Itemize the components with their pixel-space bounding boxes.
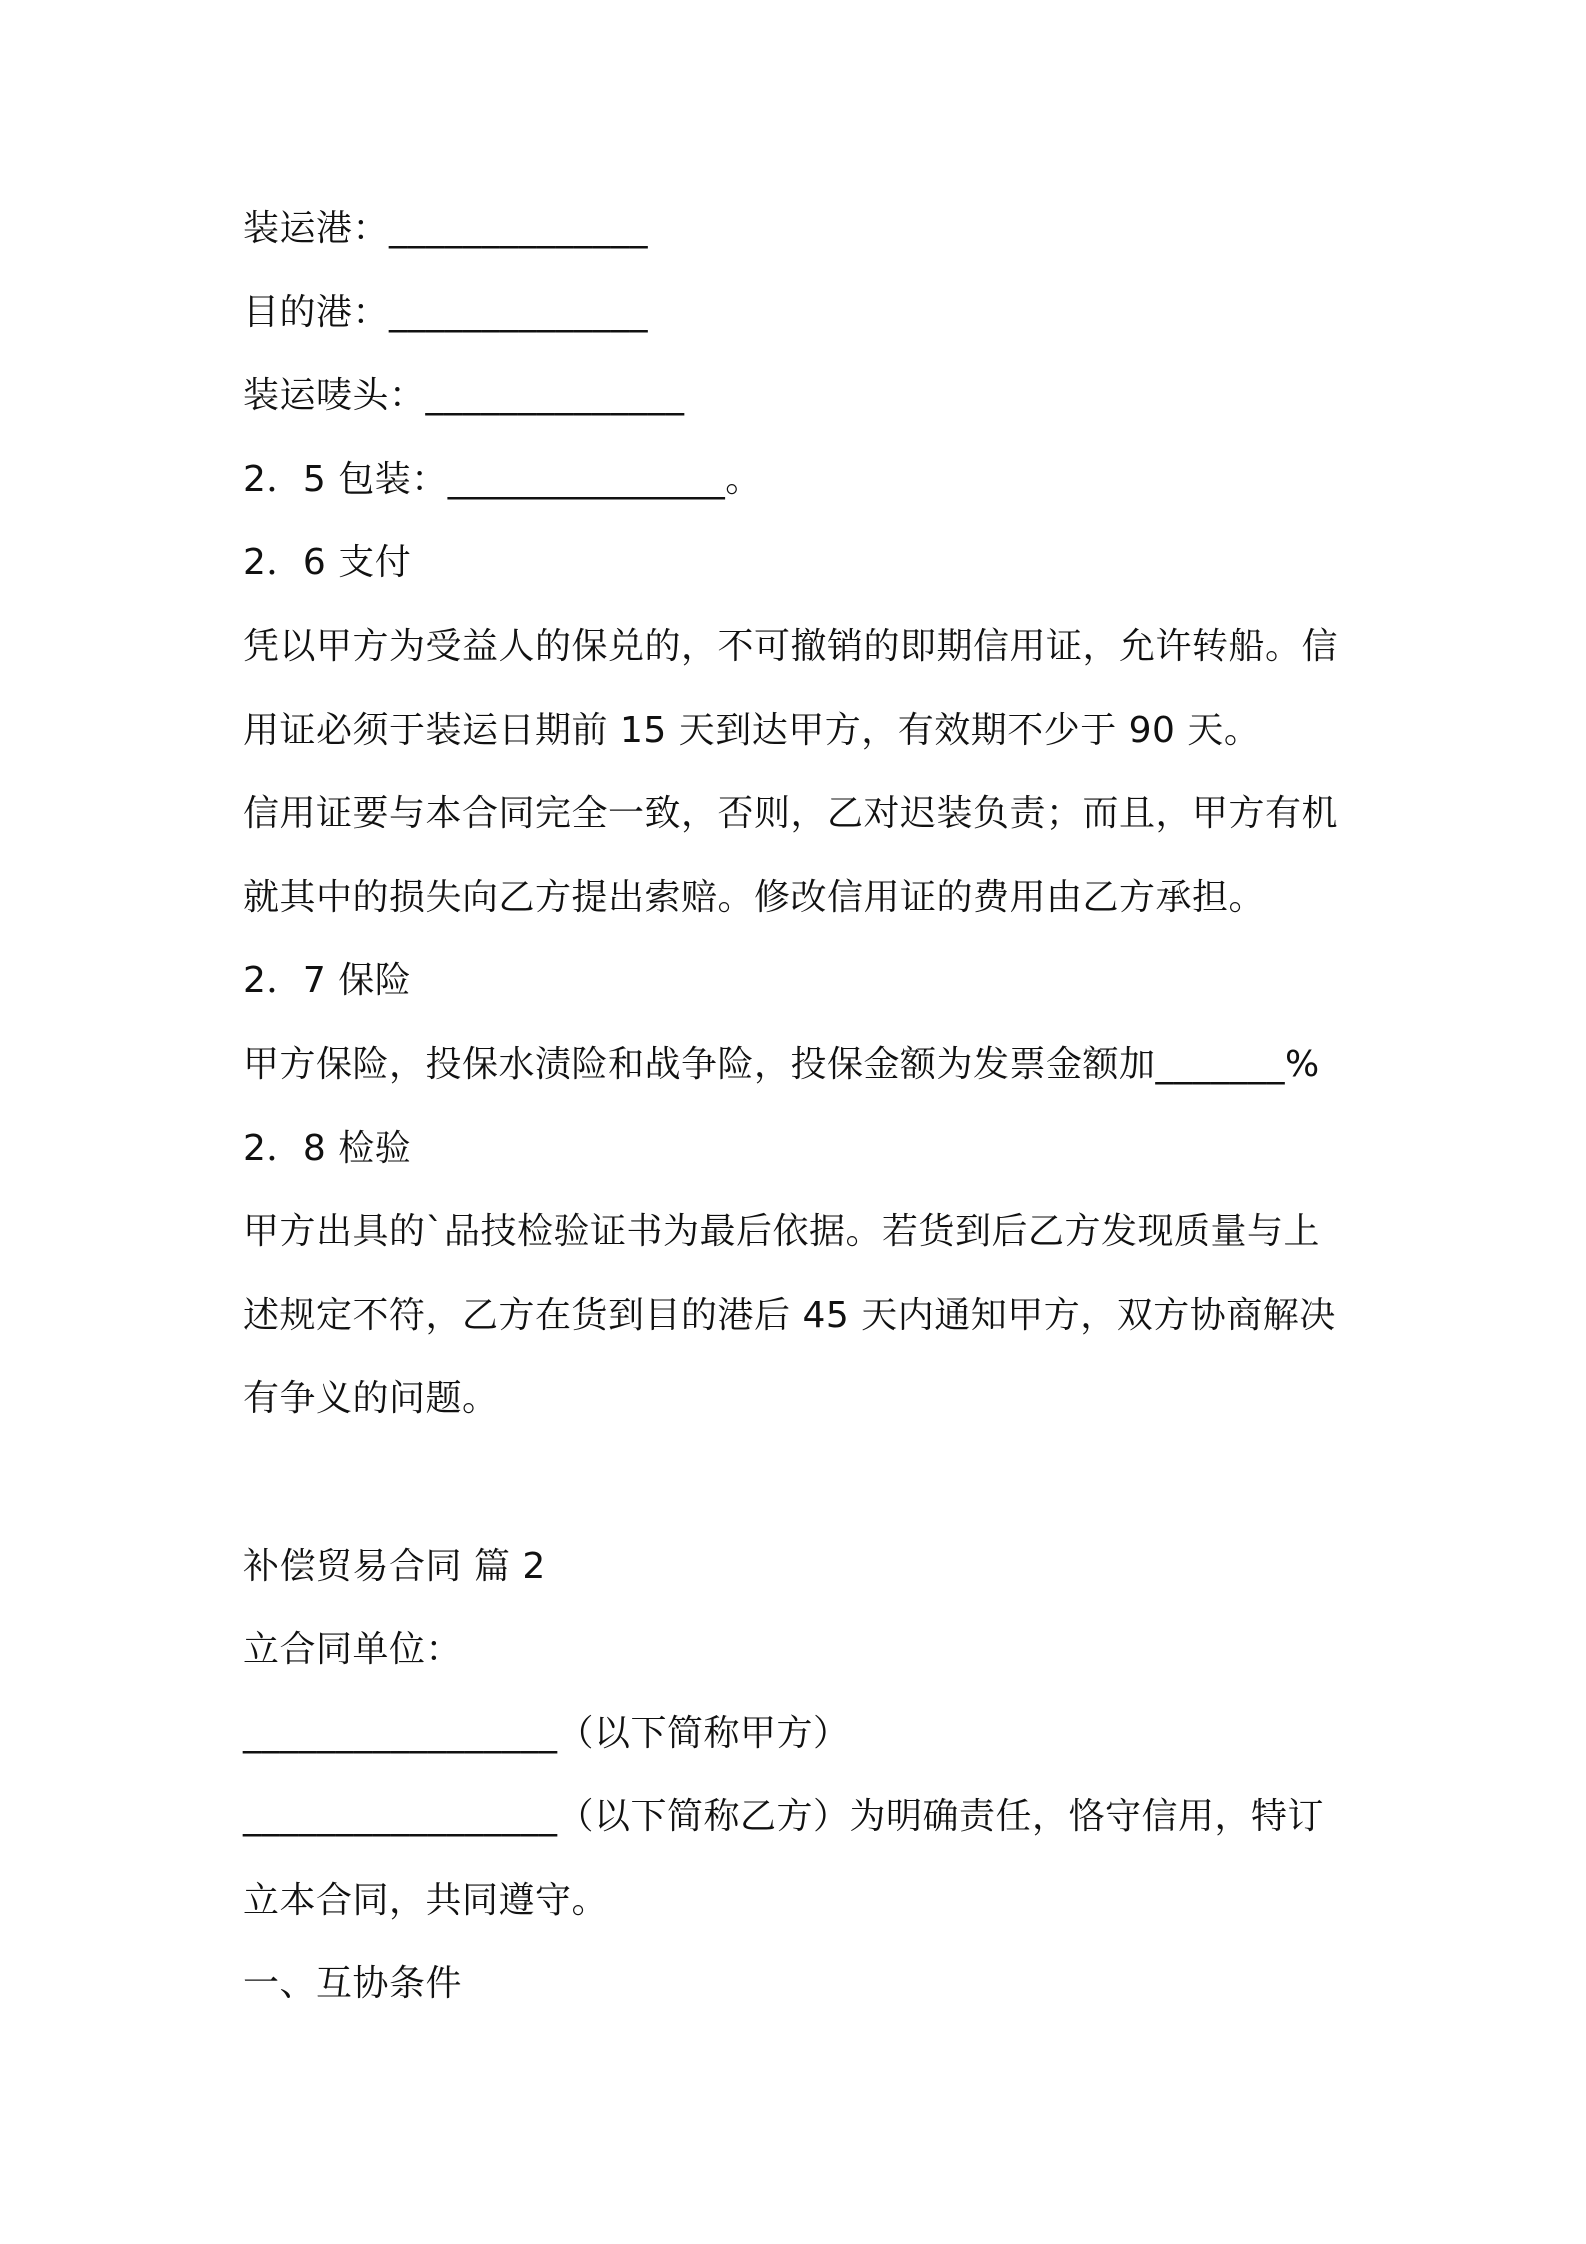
destination-port-line: 目的港：______________ xyxy=(243,292,649,333)
section-one-heading: 一、互协条件 xyxy=(243,1963,463,2004)
agreement-text-line: 立本合同，共同遵守。 xyxy=(243,1880,609,1921)
inspection-text-line-3: 有争义的问题。 xyxy=(243,1378,499,1419)
contracting-parties-label: 立合同单位： xyxy=(243,1629,463,1670)
section-2-7-heading: 2．7 保险 xyxy=(243,960,412,1001)
loading-port-line: 装运港：______________ xyxy=(243,208,649,249)
payment-text-line-1: 凭以甲方为受益人的保兑的，不可撤销的即期信用证，允许转船。信 xyxy=(243,626,1339,667)
section-2-8-heading: 2．8 检验 xyxy=(243,1128,412,1169)
payment-text-line-2: 用证必须于装运日期前 15 天到达甲方，有效期不少于 90 天。 xyxy=(243,710,1261,751)
payment-text-line-4: 就其中的损失向乙方提出索赔。修改信用证的费用由乙方承担。 xyxy=(243,877,1266,918)
contract-title: 补偿贸易合同 篇 2 xyxy=(243,1546,546,1587)
payment-text-line-3: 信用证要与本合同完全一致，否则，乙对迟装负责；而且，甲方有机 xyxy=(243,793,1339,834)
insurance-text-line: 甲方保险，投保水渍险和战争险，投保金额为发票金额加_______% xyxy=(243,1044,1320,1085)
section-2-5-packing: 2．5 包装：_______________。 xyxy=(243,459,762,500)
party-a-line: _________________（以下简称甲方） xyxy=(243,1713,850,1754)
inspection-text-line-2: 述规定不符，乙方在货到目的港后 45 天内通知甲方，双方协商解决 xyxy=(243,1295,1336,1336)
section-2-6-heading: 2．6 支付 xyxy=(243,542,412,583)
inspection-text-line-1: 甲方出具的`品技检验证书为最后依据。若货到后乙方发现质量与上 xyxy=(243,1211,1321,1252)
shipping-mark-line: 装运唛头：______________ xyxy=(243,375,685,416)
party-b-line: _________________（以下简称乙方）为明确责任，恪守信用，特订 xyxy=(243,1796,1325,1837)
